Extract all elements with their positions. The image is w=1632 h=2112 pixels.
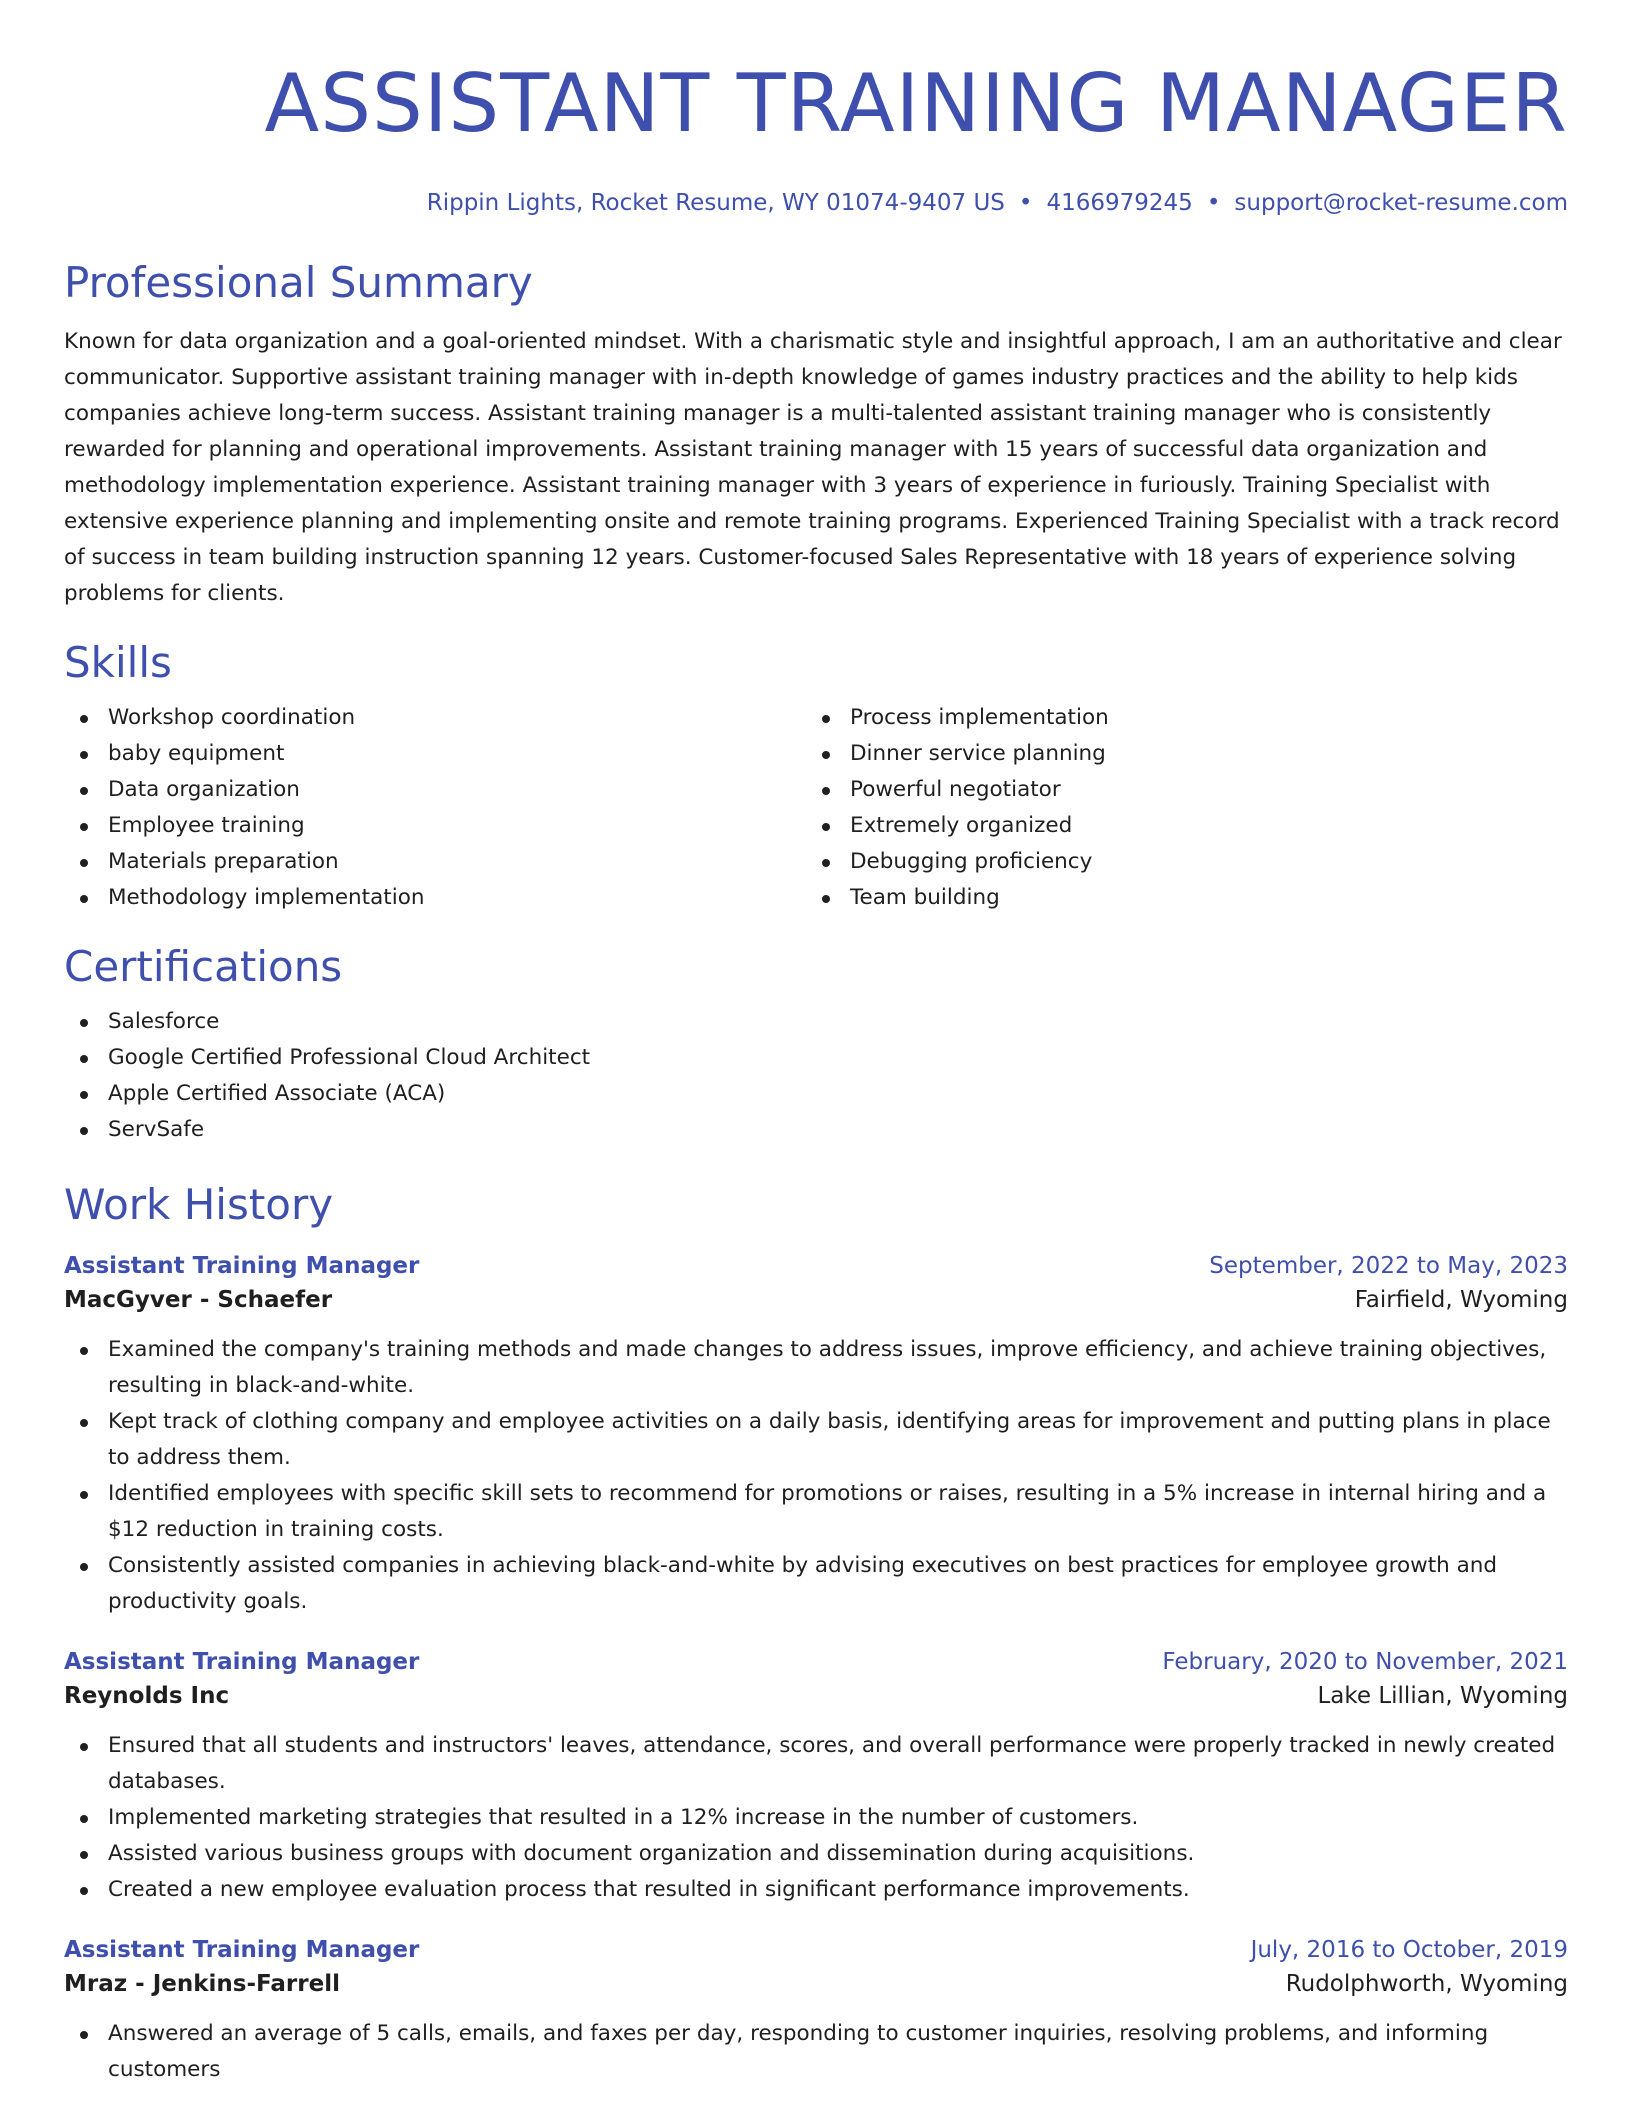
contact-separator: • <box>1018 190 1033 216</box>
skill-item: Dinner service planning <box>806 736 1548 772</box>
job-dates: July, 2016 to October, 2019 <box>1250 1937 1568 1963</box>
work-history-heading: Work History <box>64 1180 334 1229</box>
certification-item: Salesforce <box>64 1004 1568 1040</box>
job-entry <box>64 1934 1568 2088</box>
job-bullet: Implemented marketing strategies that resulted in a 12% increase in the number of customers. <box>64 1800 1568 1836</box>
work-history-list <box>64 1250 1568 2088</box>
job-bullets <box>64 2016 1568 2088</box>
job-title: Assistant Training Manager <box>64 1649 420 1675</box>
contact-separator: • <box>1206 190 1221 216</box>
skill-item: Team building <box>806 880 1548 916</box>
skill-item: Process implementation <box>806 700 1548 736</box>
contact-address: Rippin Lights, Rocket Resume, WY 01074-9407 US <box>426 190 1005 216</box>
skill-item: Materials preparation <box>64 844 806 880</box>
job-bullet: Answered an average of 5 calls, emails, and faxes per day, responding to customer inquiries, resolving problems, and informing customers <box>64 2016 1568 2088</box>
skill-item: Methodology implementation <box>64 880 806 916</box>
skills-columns <box>64 700 1568 916</box>
job-entry <box>64 1250 1568 1620</box>
job-title: Assistant Training Manager <box>64 1937 420 1963</box>
skill-item: Employee training <box>64 808 806 844</box>
skills-list-right <box>806 700 1548 916</box>
skill-item: Powerful negotiator <box>806 772 1548 808</box>
job-bullet: Kept track of clothing company and employee activities on a daily basis, identifying areas for improvement and putting plans in place to address them. <box>64 1404 1568 1476</box>
job-dates: September, 2022 to May, 2023 <box>1209 1253 1568 1279</box>
certifications-heading: Certifications <box>64 942 343 991</box>
job-bullet: Consistently assisted companies in achieving black-and-white by advising executives on best practices for employee growth and productivity goals. <box>64 1548 1568 1620</box>
skills-list-left <box>64 700 806 916</box>
job-company: Mraz - Jenkins-Farrell <box>64 1971 340 1997</box>
job-bullets <box>64 1332 1568 1620</box>
job-bullet: Created a new employee evaluation process that resulted in significant performance improvements. <box>64 1872 1568 1908</box>
certifications-list <box>64 1004 1568 1148</box>
skill-item: Debugging proficiency <box>806 844 1548 880</box>
job-bullet: Examined the company's training methods and made changes to address issues, improve efficiency, and achieve training objectives, resulting in black-and-white. <box>64 1332 1568 1404</box>
job-entry <box>64 1646 1568 1908</box>
skill-item: baby equipment <box>64 736 806 772</box>
skill-item: Data organization <box>64 772 806 808</box>
job-company: MacGyver - Schaefer <box>64 1287 333 1313</box>
skill-item: Extremely organized <box>806 808 1548 844</box>
contact-line <box>64 188 1568 218</box>
skills-heading: Skills <box>64 638 172 687</box>
certification-item: Apple Certified Associate (ACA) <box>64 1076 1568 1112</box>
job-location: Rudolphworth, Wyoming <box>1285 1971 1568 1997</box>
job-dates: February, 2020 to November, 2021 <box>1162 1649 1568 1675</box>
job-bullets <box>64 1728 1568 1908</box>
job-bullet: Assisted various business groups with document organization and dissemination during acquisitions. <box>64 1836 1568 1872</box>
contact-email: support@rocket-resume.com <box>1234 190 1568 216</box>
certification-item: ServSafe <box>64 1112 1568 1148</box>
skill-item: Workshop coordination <box>64 700 806 736</box>
job-bullet: Ensured that all students and instructors' leaves, attendance, scores, and overall performance were properly tracked in newly created databases. <box>64 1728 1568 1800</box>
certification-item: Google Certified Professional Cloud Architect <box>64 1040 1568 1076</box>
job-title: Assistant Training Manager <box>64 1253 420 1279</box>
summary-text: Known for data organization and a goal-oriented mindset. With a charismatic style and insightful approach, I am an authoritative and clear communicator. Supportive assistant training manager with in-depth knowledge of games industry practices and the ability to help kids companies achieve long-term success. Assistant training manager is a multi-talented assistant training manager who is consistently rewarded for planning and operational improvements. Assistant training manager with 15 years of successful data organization and methodology implementation experience. Assistant training manager with 3 years of experience in furiously. Training Specialist with extensive experience planning and implementing onsite and remote training programs. Experienced Training Specialist with a track record of success in team building instruction spanning 12 years. Customer-focused Sales Representative with 18 years of experience solving problems for clients. <box>64 329 1562 606</box>
summary-heading: Professional Summary <box>64 258 533 307</box>
job-bullet: Identified employees with specific skill sets to recommend for promotions or raises, resulting in a 5% increase in internal hiring and a $12 reduction in training costs. <box>64 1476 1568 1548</box>
job-company: Reynolds Inc <box>64 1683 230 1709</box>
resume-name: ASSISTANT TRAINING MANAGER <box>264 57 1568 150</box>
job-location: Lake Lillian, Wyoming <box>1317 1683 1568 1709</box>
job-location: Fairfield, Wyoming <box>1354 1287 1568 1313</box>
contact-phone: 4166979245 <box>1046 190 1193 216</box>
